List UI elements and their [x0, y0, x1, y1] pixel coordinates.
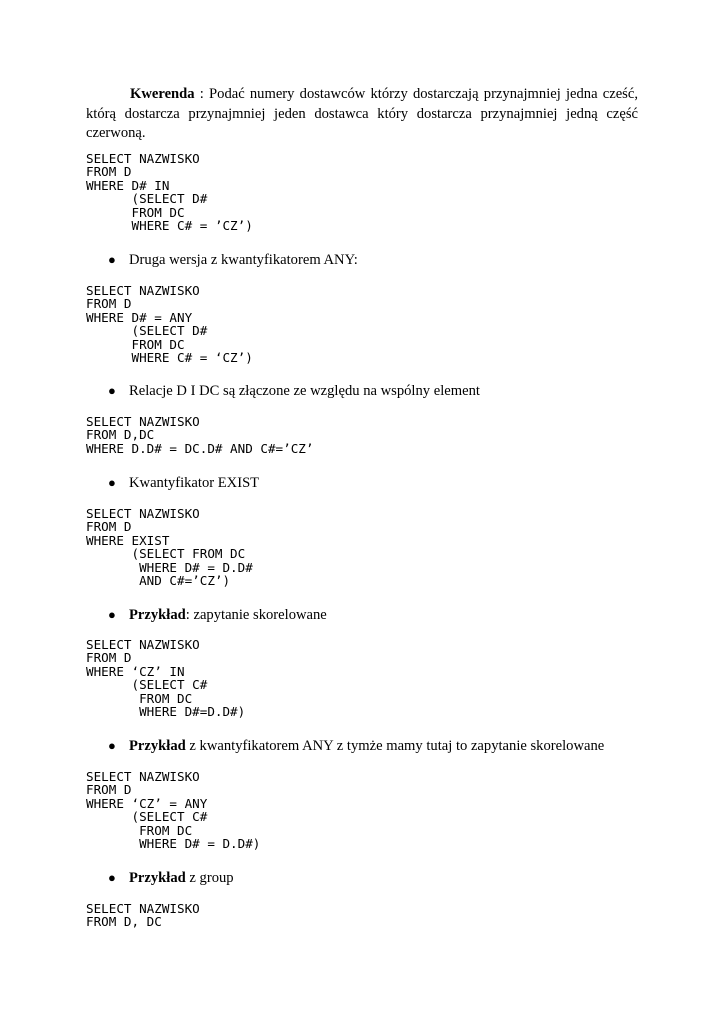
bullet-item-4	[108, 606, 327, 624]
code-block-3: SELECT NAZWISKO FROM D,DC WHERE D.D# = DC.D# AND C#=’CZ’	[86, 414, 314, 456]
bullet-text: z group	[185, 870, 234, 886]
bullet-dot-icon: ●	[108, 475, 116, 490]
bullet-item-6	[108, 869, 234, 887]
bullet-item-5	[108, 737, 604, 755]
bullet-dot-icon: ●	[108, 738, 116, 753]
bullet-item-1	[108, 251, 358, 269]
bullet-text: Druga wersja z kwantyfikatorem ANY:	[129, 252, 358, 268]
bullet-bold: Przykład	[129, 870, 186, 886]
code-block-6: SELECT NAZWISKO FROM D WHERE ‘CZ’ = ANY (SELECT C# FROM DC WHERE D# = D.D#)	[86, 769, 261, 852]
bullet-item-2	[108, 382, 480, 400]
bullet-dot-icon: ●	[108, 607, 116, 622]
bullet-text: Kwantyfikator EXIST	[129, 475, 260, 491]
bullet-bold: Przykład	[129, 738, 186, 754]
code-block-1: SELECT NAZWISKO FROM D WHERE D# IN (SELECT D# FROM DC WHERE C# = ’CZ’)	[86, 151, 253, 234]
code-block-2: SELECT NAZWISKO FROM D WHERE D# = ANY (SELECT D# FROM DC WHERE C# = ‘CZ’)	[86, 283, 253, 366]
bullet-text: Relacje D I DC są złączone ze względu na wspólny element	[129, 383, 480, 399]
code-block-4: SELECT NAZWISKO FROM D WHERE EXIST (SELECT FROM DC WHERE D# = D.D# AND C#=’CZ’)	[86, 506, 253, 589]
code-block-5: SELECT NAZWISKO FROM D WHERE ‘CZ’ IN (SELECT C# FROM DC WHERE D#=D.D#)	[86, 637, 246, 720]
bullet-text: : zapytanie skorelowane	[185, 607, 327, 623]
code-block-7: SELECT NAZWISKO FROM D, DC	[86, 901, 200, 930]
intro-text: : Podać numery dostawców którzy dostarczają przynajmniej jedna cześć, którą dostarcza przynajmniej jeden dostawca który dostarcza przynajmniej jedną część czerwoną.	[86, 86, 638, 141]
bullet-dot-icon: ●	[108, 870, 116, 885]
intro-label: Kwerenda	[130, 86, 195, 102]
bullet-bold: Przykład	[129, 607, 186, 623]
bullet-dot-icon: ●	[108, 252, 116, 267]
bullet-text: z kwantyfikatorem ANY z tymże mamy tutaj to zapytanie skorelowane	[185, 738, 605, 754]
bullet-dot-icon: ●	[108, 383, 116, 398]
intro-paragraph	[86, 85, 638, 144]
bullet-item-3	[108, 474, 259, 492]
